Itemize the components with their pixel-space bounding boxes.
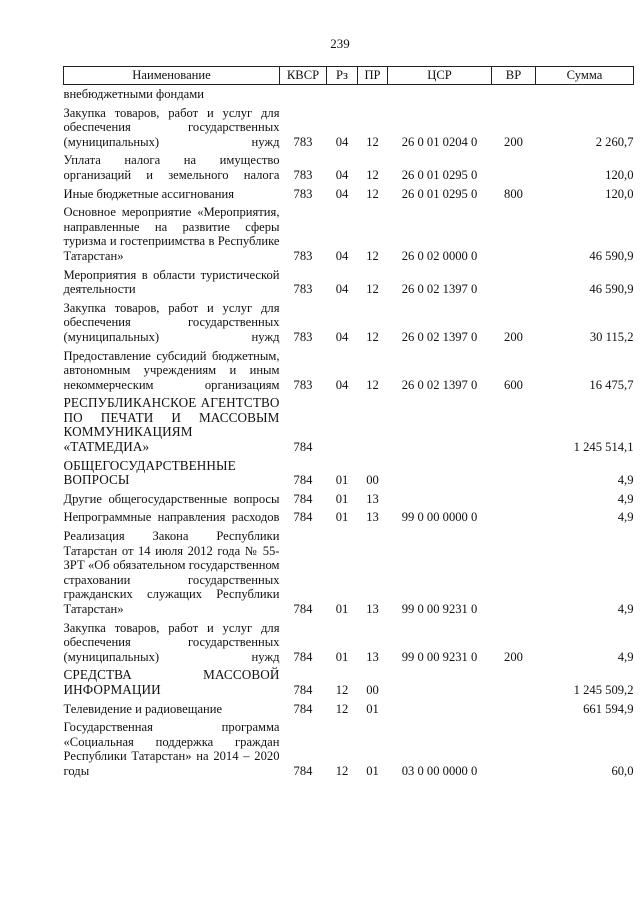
row-pr: 12: [366, 134, 379, 149]
row-rz: 04: [335, 377, 349, 392]
row-name: Государственная программа «Социальная поддержка граждан Республики Татарстан» на 2014 – 2020 годы: [63, 720, 280, 778]
row-rz: [327, 85, 358, 104]
row-csr: 26 0 01 0295 0: [401, 186, 478, 201]
row-sum: 120,0: [605, 186, 634, 201]
row-pr: 12: [366, 167, 379, 182]
row-csr: 99 0 00 0000 0: [401, 510, 478, 525]
row-rz: 12: [335, 763, 349, 778]
row-pr: 13: [366, 491, 379, 506]
row-name: Мероприятия в области туристической деятельности: [63, 267, 280, 297]
column-header-pr: ПР: [358, 67, 388, 85]
row-vr: [492, 85, 536, 104]
row-rz: 01: [335, 602, 349, 616]
row-kvsr: 784: [293, 701, 313, 716]
budget-table: [63, 66, 634, 781]
row-vr: [492, 527, 536, 619]
column-header-vr: ВР: [492, 67, 536, 85]
row-rz: 04: [335, 134, 349, 149]
row-csr: 03 0 00 0000 0: [401, 763, 478, 778]
table-row: [64, 104, 634, 152]
page-number: 239: [330, 36, 350, 51]
table-row: [64, 619, 634, 667]
row-csr: 99 0 00 9231 0: [401, 649, 478, 664]
row-kvsr: 783: [293, 134, 313, 149]
row-pr: 01: [366, 763, 379, 778]
row-name: Основное мероприятие «Мероприятия, направленные на развитие сферы туризма и гостеприимства в Республике Татарстан»: [63, 205, 280, 263]
row-sum: 1 245 509,2: [573, 682, 634, 697]
row-name: Закупка товаров, работ и услуг для обеспечения государственных (муниципальных) нужд: [63, 620, 280, 664]
row-kvsr: 784: [293, 682, 313, 697]
row-sum: 46 590,9: [589, 248, 634, 263]
row-sum: 4,9: [617, 473, 634, 488]
row-sum: 30 115,2: [589, 329, 634, 344]
column-header-name: Наименование: [64, 67, 280, 85]
row-name: Закупка товаров, работ и услуг для обеспечения государственных (муниципальных) нужд: [63, 300, 280, 344]
row-vr: 600: [504, 377, 523, 392]
row-vr: 200: [504, 329, 523, 344]
row-rz: 12: [335, 682, 349, 697]
row-vr: [492, 151, 536, 184]
table-row: [64, 151, 634, 184]
row-kvsr: 783: [293, 248, 313, 263]
table-row: [64, 700, 634, 719]
row-rz: 04: [335, 248, 349, 263]
row-rz: 01: [335, 649, 349, 664]
row-csr: [388, 457, 492, 490]
row-rz: 01: [335, 473, 349, 488]
table-header-row: [64, 67, 634, 85]
table-row: [64, 508, 634, 527]
row-pr: [358, 394, 388, 456]
row-vr: [492, 457, 536, 490]
row-pr: 01: [366, 701, 379, 716]
row-pr: 12: [366, 377, 379, 392]
row-sum: 4,9: [617, 649, 634, 664]
row-sum: [536, 85, 634, 104]
row-sum: 2 260,7: [595, 134, 634, 149]
table-row: [64, 85, 634, 104]
table-row: [64, 718, 634, 780]
row-rz: 04: [335, 282, 349, 297]
table-row: [64, 394, 634, 456]
row-vr: [492, 266, 536, 299]
row-pr: 13: [366, 602, 379, 616]
row-csr: [388, 666, 492, 699]
row-pr: 00: [366, 473, 379, 488]
row-kvsr: 784: [293, 649, 313, 664]
row-kvsr: 783: [293, 186, 313, 201]
row-vr: [492, 508, 536, 527]
row-sum: 120,0: [605, 167, 634, 182]
row-sum: 16 475,7: [589, 377, 634, 392]
row-rz: 04: [335, 329, 349, 344]
row-vr: [492, 666, 536, 699]
table-row: [64, 203, 634, 265]
row-csr: [388, 700, 492, 719]
row-kvsr: 783: [293, 377, 313, 392]
row-sum: 4,9: [617, 602, 634, 616]
row-csr: 99 0 00 9231 0: [401, 602, 478, 616]
row-pr: 12: [366, 186, 379, 201]
row-pr: 12: [366, 282, 379, 297]
row-vr: [492, 700, 536, 719]
row-name: внебюджетными фондами: [63, 87, 204, 101]
row-pr: 12: [366, 329, 379, 344]
row-name: Предоставление субсидий бюджетным, автономным учреждениям и иным некоммерческим организациям: [63, 348, 280, 392]
table-row: [64, 666, 634, 699]
row-name: Другие общегосударственные вопросы: [63, 491, 280, 506]
row-rz: [327, 394, 358, 456]
row-kvsr: [280, 85, 327, 104]
table-row: [64, 266, 634, 299]
column-header-rz: Рз: [327, 67, 358, 85]
row-sum: 661 594,9: [583, 701, 634, 716]
row-pr: 12: [366, 248, 379, 263]
row-name: РЕСПУБЛИКАНСКОЕ АГЕНТСТВО ПО ПЕЧАТИ И МАССОВЫМ КОММУНИКАЦИЯМ «ТАТМЕДИА»: [63, 395, 280, 455]
row-kvsr: 784: [293, 602, 313, 616]
row-csr: [388, 490, 492, 509]
column-header-kvsr: КВСР: [280, 67, 327, 85]
row-csr: 26 0 02 0000 0: [401, 248, 478, 263]
row-vr: [492, 718, 536, 780]
row-csr: 26 0 02 1397 0: [401, 282, 478, 297]
row-csr: [388, 394, 492, 456]
row-pr: 00: [366, 682, 379, 697]
row-csr: 26 0 02 1397 0: [401, 329, 478, 344]
row-sum: 46 590,9: [589, 282, 634, 297]
row-kvsr: 784: [293, 510, 313, 525]
row-vr: 800: [504, 186, 523, 201]
row-rz: 04: [335, 167, 349, 182]
column-header-sum: Сумма: [536, 67, 634, 85]
table-row: [64, 299, 634, 347]
row-name: Реализация Закона Республики Татарстан от 14 июля 2012 года № 55-ЗРТ «Об обязательном государственном страховании государственных гражданских служащих Республики Татарстан»: [63, 529, 280, 616]
row-kvsr: 784: [293, 491, 313, 506]
row-sum: 4,9: [617, 510, 634, 525]
table-row: [64, 527, 634, 619]
row-kvsr: 783: [293, 329, 313, 344]
row-sum: 1 245 514,1: [573, 440, 634, 455]
row-vr: 200: [504, 649, 523, 664]
row-kvsr: 784: [293, 473, 313, 488]
row-name: ОБЩЕГОСУДАРСТВЕННЫЕ ВОПРОСЫ: [63, 457, 236, 488]
row-kvsr: 783: [293, 282, 313, 297]
row-pr: 13: [366, 649, 379, 664]
row-rz: 01: [335, 510, 349, 525]
row-name: СРЕДСТВА МАССОВОЙ ИНФОРМАЦИИ: [63, 667, 280, 697]
row-name: Иные бюджетные ассигнования: [63, 186, 235, 201]
table-row: [64, 457, 634, 490]
row-rz: 12: [335, 701, 349, 716]
row-rz: 01: [335, 491, 349, 506]
row-name: Закупка товаров, работ и услуг для обеспечения государственных (муниципальных) нужд: [63, 105, 280, 149]
table-row: [64, 185, 634, 204]
row-pr: [358, 85, 388, 104]
row-vr: [492, 394, 536, 456]
row-kvsr: 783: [293, 167, 313, 182]
row-vr: [492, 490, 536, 509]
table-row: [64, 347, 634, 395]
row-rz: 04: [335, 186, 349, 201]
row-kvsr: 784: [293, 440, 313, 455]
row-sum: 4,9: [617, 491, 634, 506]
row-name: Непрограммные направления расходов: [63, 510, 280, 525]
row-pr: 13: [366, 510, 379, 525]
row-csr: [388, 85, 492, 104]
table-row: [64, 490, 634, 509]
row-vr: 200: [504, 134, 523, 149]
row-csr: 26 0 01 0295 0: [401, 167, 478, 182]
row-sum: 60,0: [611, 763, 634, 778]
column-header-csr: ЦСР: [388, 67, 492, 85]
row-name: Уплата налога на имущество организаций и земельного налога: [63, 153, 280, 182]
row-vr: [492, 203, 536, 265]
row-kvsr: 784: [293, 763, 313, 778]
row-csr: 26 0 02 1397 0: [401, 377, 478, 392]
row-csr: 26 0 01 0204 0: [401, 134, 478, 149]
row-name: Телевидение и радиовещание: [63, 701, 223, 716]
